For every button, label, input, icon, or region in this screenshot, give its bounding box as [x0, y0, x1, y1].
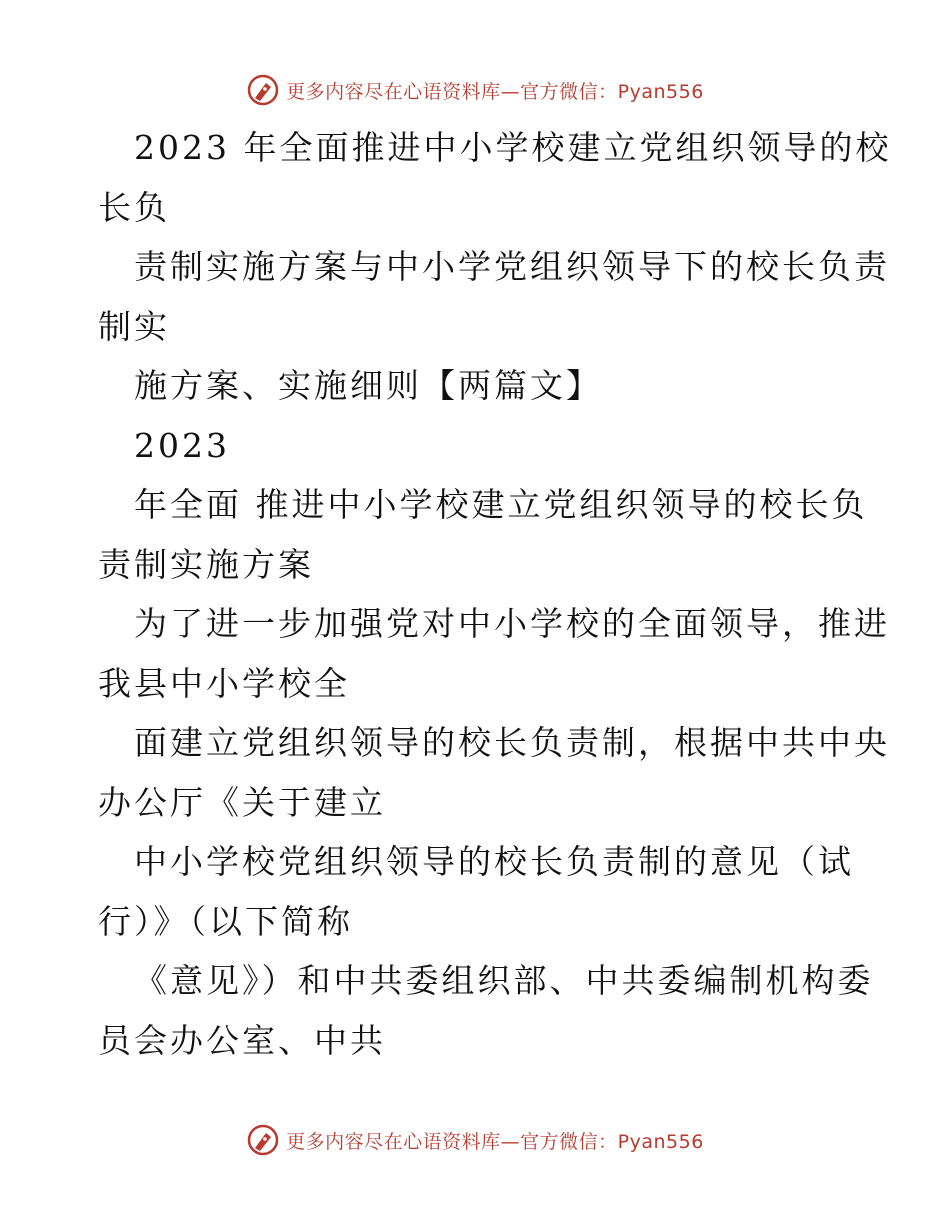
text-line: 为了进一步加强党对中小学校的全面领导，推进 [134, 604, 890, 643]
text-line: 责制实施方案与中小学党组织领导下的校长负责 [134, 247, 890, 286]
pen-nib-icon [246, 1123, 280, 1157]
text-line: 我县中小学校全 [98, 663, 350, 703]
text-line: 员会办公室、中共 [98, 1020, 386, 1060]
text-line: 2023 年全面推进中小学校建立党组织领导的校 [134, 128, 892, 167]
text-line: 行）》（以下简称 [98, 901, 353, 941]
watermark-text: 更多内容尽在心语资料库—官方微信：Pyan556 [286, 1130, 704, 1153]
text-line: 2023 [134, 425, 230, 465]
header-watermark [0, 70, 950, 110]
text-line: 中小学校党组织领导的校长负责制的意见（试 [134, 842, 854, 881]
text-line: 办公厅《关于建立 [98, 782, 386, 822]
pen-nib-icon [246, 73, 280, 107]
watermark-text: 更多内容尽在心语资料库—官方微信：Pyan556 [286, 80, 704, 103]
footer-watermark [0, 1120, 950, 1160]
text-line: 《意见》）和中共委组织部、中共委编制机构委 [134, 961, 874, 1000]
text-line: 责制实施方案 [98, 544, 314, 584]
text-line: 制实 [98, 306, 170, 346]
text-line: 施方案、实施细则【两篇文】 [134, 366, 602, 405]
text-line: 年全面 推进中小学校建立党组织领导的校长负 [134, 485, 868, 524]
text-line: 面建立党组织领导的校长负责制，根据中共中央 [134, 723, 890, 762]
text-line: 长负 [98, 187, 170, 227]
document-body [98, 118, 892, 1070]
